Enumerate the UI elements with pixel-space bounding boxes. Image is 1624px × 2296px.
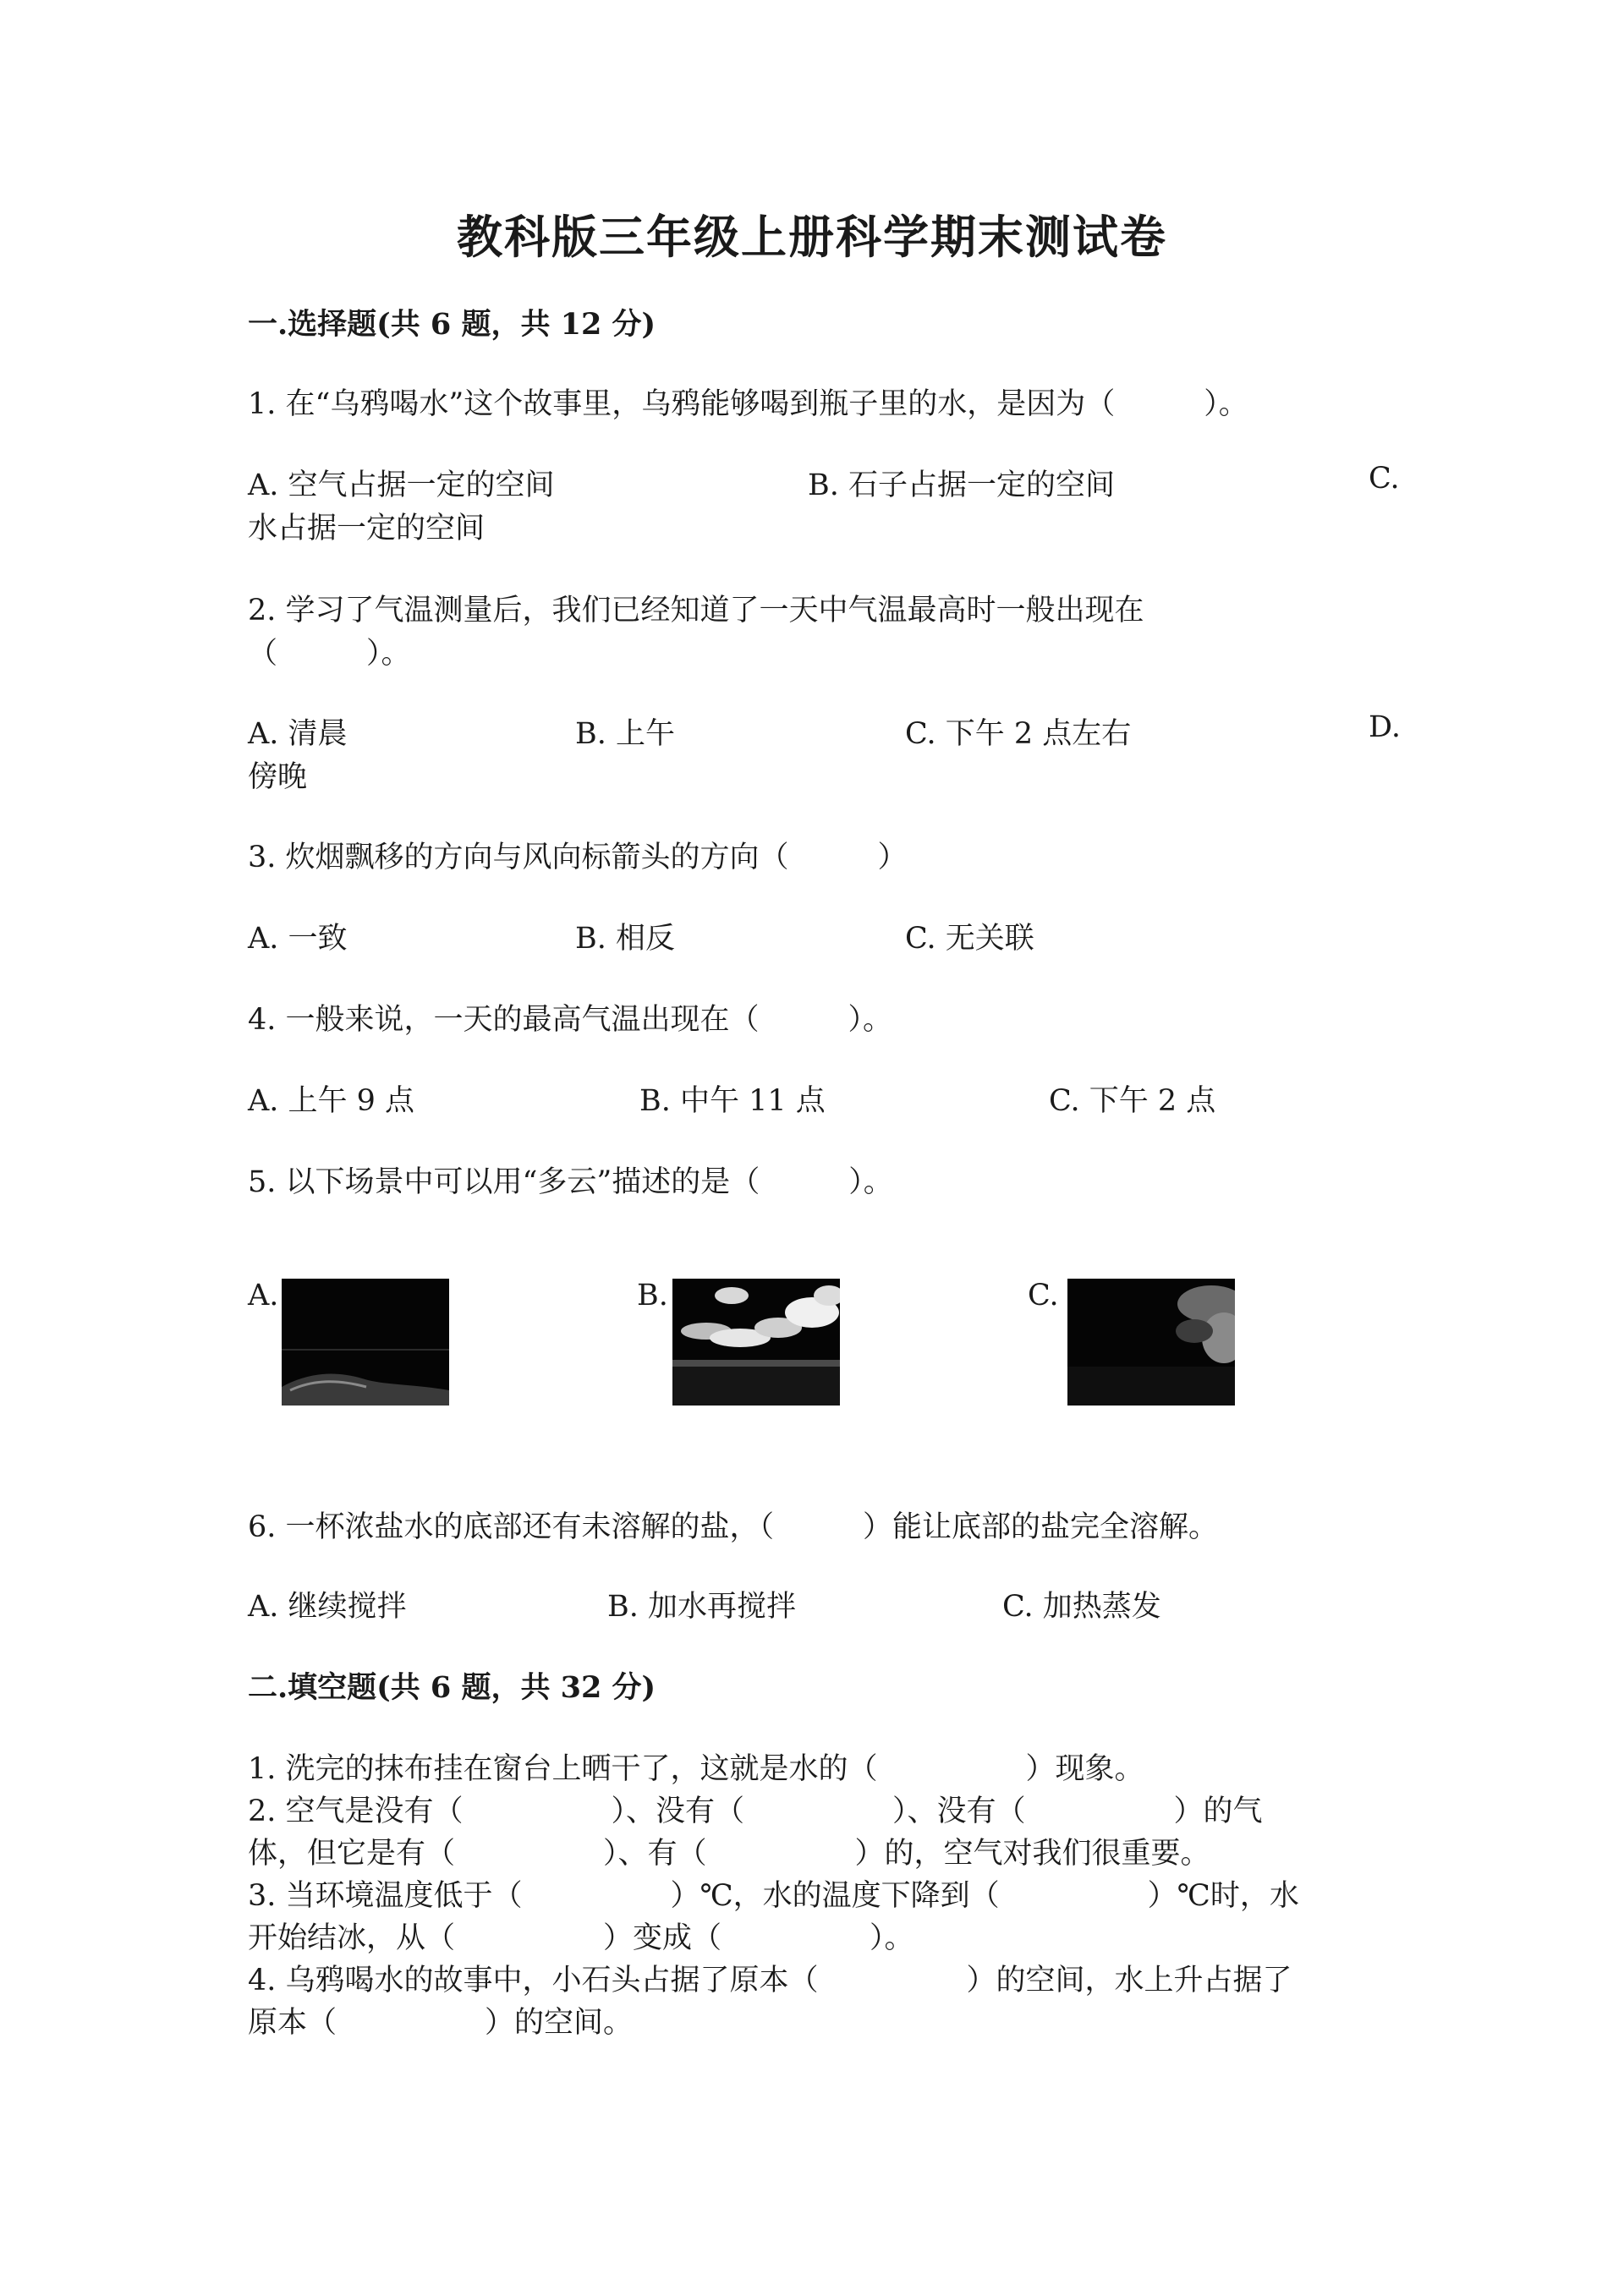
- fill-line-7: 原本（ ）的空间。: [248, 2006, 634, 2040]
- question-2-stem-line1: 2. 学习了气温测量后，我们已经知道了一天中气温最高时一般出现在: [248, 594, 1144, 627]
- page-title: 教科版三年级上册科学期末测试卷: [457, 210, 1167, 264]
- question-5-option-a-label: A.: [248, 1279, 279, 1312]
- question-2-option-d-text: 傍晚: [248, 760, 308, 794]
- section-heading-choice: 一.选择题(共 6 题，共 12 分): [248, 307, 656, 342]
- question-3-option-b: B. 相反: [575, 922, 675, 956]
- question-4-option-b: B. 中午 11 点: [639, 1084, 826, 1118]
- question-2-option-a: A. 清晨: [248, 717, 348, 751]
- fill-line-6: 4. 乌鸦喝水的故事中，小石头占据了原本（ ）的空间，水上升占据了: [248, 1964, 1292, 1997]
- fill-line-3: 体，但它是有（ ）、有（ ）的，空气对我们很重要。: [248, 1837, 1210, 1871]
- question-4-option-a: A. 上午 9 点: [248, 1084, 415, 1118]
- question-2-option-d-prefix: D.: [1369, 710, 1401, 744]
- question-2-option-b: B. 上午: [575, 717, 675, 751]
- question-5-photo-c: [1067, 1279, 1235, 1406]
- question-3-option-a: A. 一致: [248, 922, 348, 956]
- question-3-option-c: C. 无关联: [905, 922, 1034, 956]
- question-4-stem: 4. 一般来说，一天的最高气温出现在（ ）。: [248, 1003, 893, 1037]
- fill-line-1: 1. 洗完的抹布挂在窗台上晒干了，这就是水的（ ）现象。: [248, 1752, 1144, 1786]
- question-6-stem: 6. 一杯浓盐水的底部还有未溶解的盐，（ ）能让底部的盐完全溶解。: [248, 1510, 1219, 1544]
- fill-line-5: 开始结冰，从（ ）变成（ ）。: [248, 1921, 914, 1955]
- question-5-option-c-label: C.: [1028, 1279, 1059, 1312]
- fill-line-4: 3. 当环境温度低于（ ）℃，水的温度下降到（ ）℃时，水: [248, 1879, 1299, 1913]
- section-heading-fill-in: 二.填空题(共 6 题，共 32 分): [248, 1670, 656, 1705]
- question-6-option-c: C. 加热蒸发: [1002, 1590, 1161, 1624]
- question-1-option-a: A. 空气占据一定的空间: [248, 469, 555, 502]
- question-4-option-c: C. 下午 2 点: [1049, 1084, 1216, 1118]
- question-1-option-c-prefix: C.: [1369, 462, 1400, 496]
- question-1-option-c-text: 水占据一定的空间: [248, 512, 486, 545]
- question-2-stem-line2: （ ）。: [248, 637, 411, 671]
- question-6-option-a: A. 继续搅拌: [248, 1590, 407, 1624]
- question-5-photo-b: [672, 1279, 840, 1406]
- question-5-stem: 5. 以下场景中可以用“多云”描述的是（ ）。: [248, 1165, 893, 1199]
- fill-line-2: 2. 空气是没有（ ）、没有（ ）、没有（ ）的气: [248, 1795, 1263, 1828]
- question-1-option-b: B. 石子占据一定的空间: [808, 469, 1115, 502]
- question-3-stem: 3. 炊烟飘移的方向与风向标箭头的方向（ ）: [248, 841, 908, 874]
- question-6-option-b: B. 加水再搅拌: [607, 1590, 796, 1624]
- question-1-stem: 1. 在“乌鸦喝水”这个故事里，乌鸦能够喝到瓶子里的水，是因为（ ）。: [248, 387, 1248, 421]
- question-2-option-c: C. 下午 2 点左右: [905, 717, 1132, 751]
- question-5-option-b-label: B.: [637, 1279, 668, 1312]
- question-5-photo-a: [282, 1279, 449, 1406]
